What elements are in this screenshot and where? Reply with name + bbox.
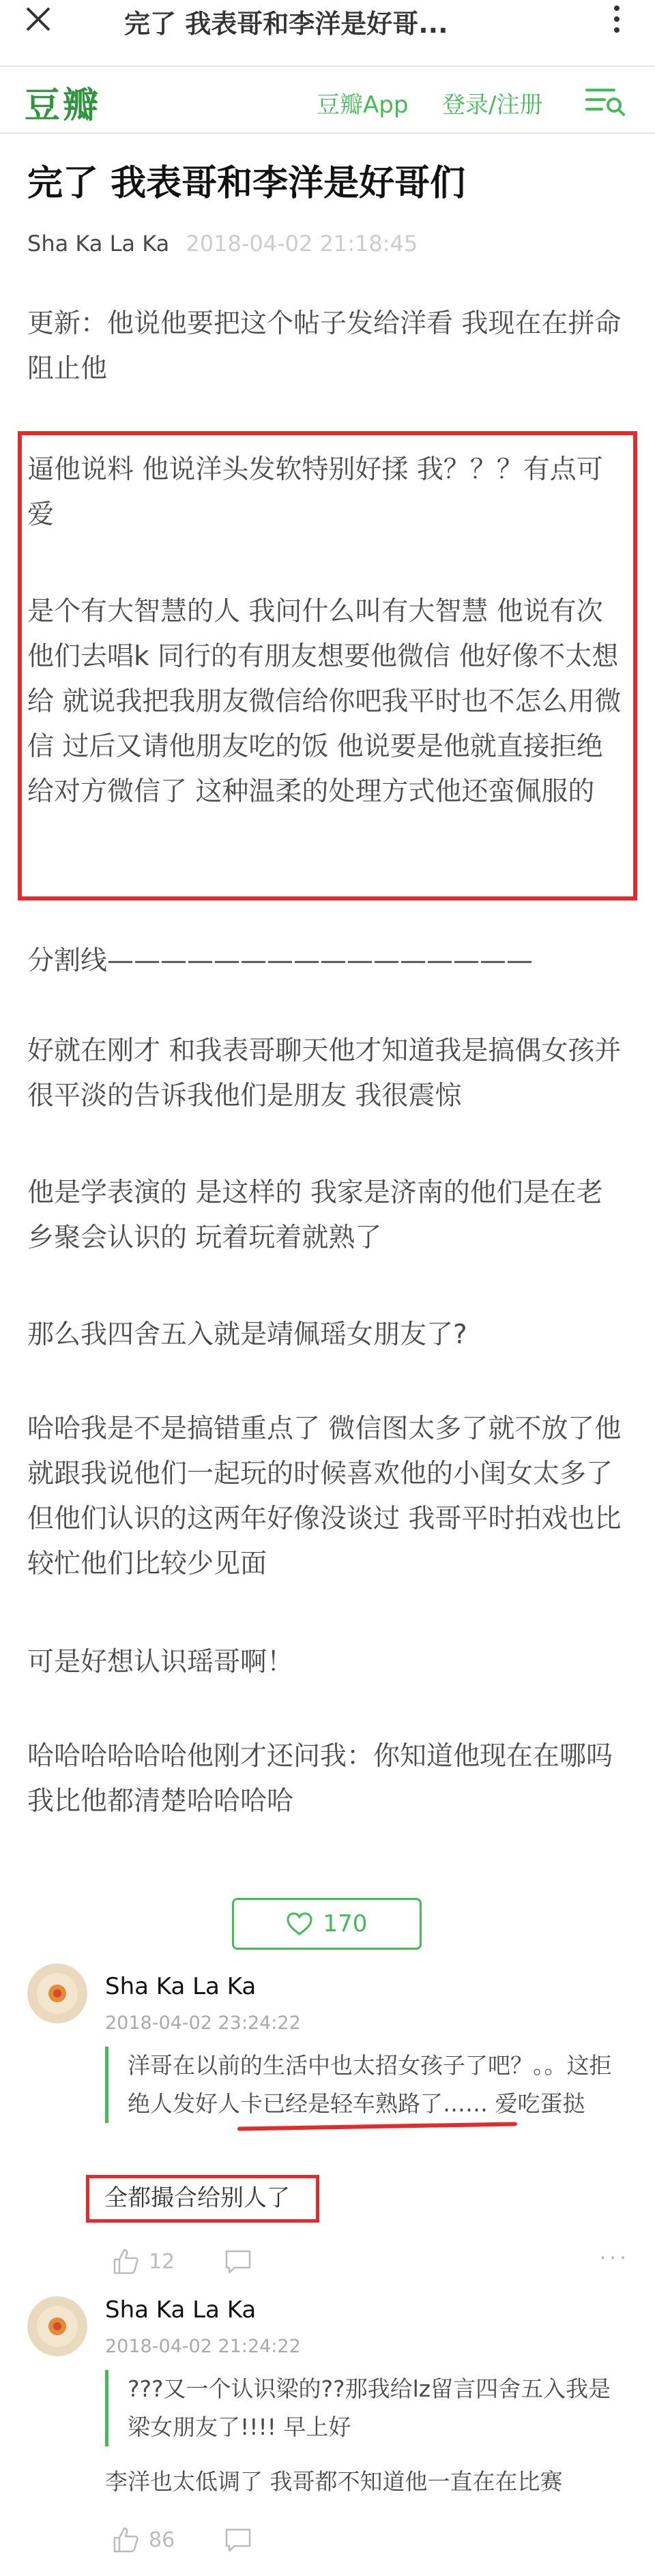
douban-logo[interactable]: 豆瓣 xyxy=(25,85,102,126)
post-paragraph: 好就在刚才 和我表哥聊天他才知道我是搞偶女孩并很平淡的告诉我他们是朋友 我很震惊 xyxy=(27,1036,622,1111)
post-paragraph: 他是学表演的 是这样的 我家是济南的他们是在老乡聚会认识的 玩着玩着就熟了 xyxy=(27,1177,603,1253)
like-count: 170 xyxy=(323,1910,368,1937)
user-avatar-icon xyxy=(27,1963,87,2023)
post-title: 完了 我表哥和李洋是好哥们 xyxy=(27,163,466,204)
comment-reply: 李洋也太低调了 我哥都不知道他一直在在比赛 xyxy=(105,2468,563,2495)
comment-reply: 全都撮合给别人了 xyxy=(86,2175,319,2223)
red-underline-mark xyxy=(237,2122,517,2131)
post-paragraph: 可是好想认识瑶哥啊！ xyxy=(27,1647,294,1678)
comment-time: 2018-04-02 21:24:22 xyxy=(105,2336,301,2357)
avatar[interactable] xyxy=(27,2296,87,2356)
comment-actions xyxy=(112,2526,252,2554)
app-top-bar xyxy=(0,0,655,40)
quoted-comment: 洋哥在以前的生活中也太招女孩子了吧？。。这拒绝人发好人卡已经是轻车熟路了…… 爱吃蛋挞 xyxy=(105,2047,632,2123)
site-nav-bar xyxy=(0,65,655,134)
comment-username[interactable]: Sha Ka La Ka xyxy=(105,2296,257,2324)
login-register-link[interactable]: 登录/注册 xyxy=(442,91,543,119)
user-avatar-icon xyxy=(27,2296,87,2356)
comment-actions xyxy=(112,2247,252,2276)
comment-like-count: 12 xyxy=(149,2249,175,2274)
comment-more-icon[interactable]: ··· xyxy=(599,2244,630,2272)
menu-search-icon[interactable] xyxy=(584,85,628,117)
more-options-icon[interactable] xyxy=(603,3,630,37)
douban-app-link[interactable]: 豆瓣App xyxy=(317,91,409,119)
heart-icon xyxy=(287,1912,312,1935)
post-date: 2018-04-02 21:18:45 xyxy=(186,231,418,257)
post-paragraph: 分割线———————————————— xyxy=(27,946,534,976)
window-title: 完了 我表哥和李洋是好哥... xyxy=(124,9,448,39)
close-icon[interactable] xyxy=(23,4,53,34)
post-paragraph: 哈哈我是不是搞错重点了 微信图太多了就不放了他就跟我说他们一起玩的时候喜欢他的小闺女太多了 但他们认识的这两年好像没谈过 我哥平时拍戏也比较忙他们比较少见面 xyxy=(27,1414,622,1579)
reply-icon[interactable] xyxy=(224,2526,252,2554)
thumbs-up-icon[interactable] xyxy=(112,2526,141,2554)
avatar[interactable] xyxy=(27,1963,87,2023)
quoted-comment: ???又一个认识梁的??那我给lz留言四舍五入我是梁女朋友了!!!! 早上好 xyxy=(105,2370,632,2446)
reply-icon[interactable] xyxy=(224,2247,252,2276)
comment-time: 2018-04-02 23:24:22 xyxy=(105,2012,301,2034)
post-paragraph: 更新：他说他要把这个帖子发给洋看 我现在在拼命阻止他 xyxy=(27,308,622,384)
post-paragraph: 哈哈哈哈哈哈他刚才还问我：你知道他现在在哪吗 我比他都清楚哈哈哈哈 xyxy=(27,1741,613,1817)
thumbs-up-icon[interactable] xyxy=(112,2247,141,2276)
like-button[interactable] xyxy=(232,1898,422,1950)
comment-like-count: 86 xyxy=(149,2528,175,2552)
post-paragraph: 那么我四舍五入就是靖佩瑶女朋友了? xyxy=(27,1319,467,1350)
post-author[interactable]: Sha Ka La Ka xyxy=(27,231,170,257)
comment-username[interactable]: Sha Ka La Ka xyxy=(105,1973,257,2000)
post-paragraph: 是个有大智慧的人 我问什么叫有大智慧 他说有次他们去唱k 同行的有朋友想要他微信 他好像不太想给 就说我把我朋友微信给你吧我平时也不怎么用微信 过后又请他朋友吃的饭 他说要是他就直接拒绝给对方微信了 这种温柔的处理方式他还蛮佩服的 xyxy=(27,596,622,807)
post-meta xyxy=(27,231,418,257)
post-paragraph: 逼他说料 他说洋头发软特别好揉 我？？？有点可爱 xyxy=(27,454,603,530)
